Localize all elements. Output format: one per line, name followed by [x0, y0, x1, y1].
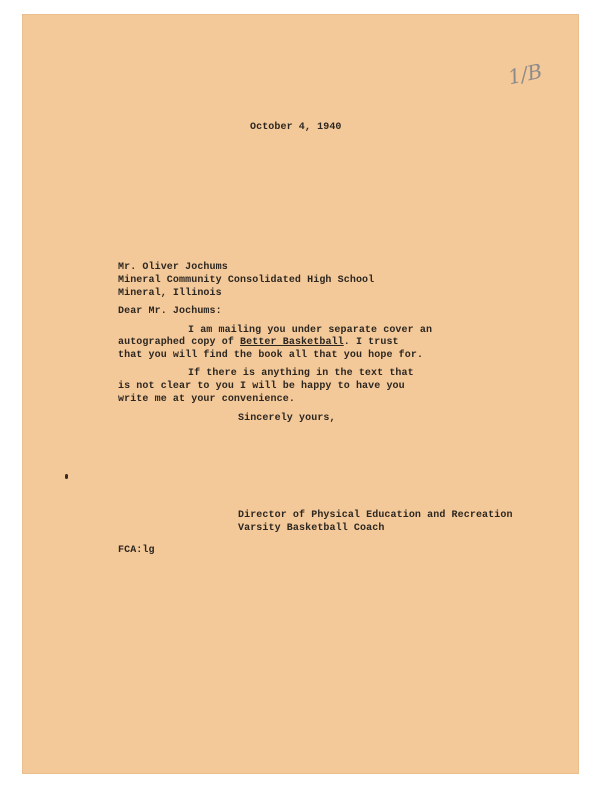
body-line: is not clear to you I will be happy to have you [118, 381, 405, 392]
signature-title-line2: Varsity Basketball Coach [238, 523, 385, 534]
letter-page [22, 14, 579, 774]
body-line: that you will find the book all that you hope for. [118, 350, 424, 361]
letter-date: October 4, 1940 [250, 122, 342, 133]
typist-initials: FCA:lg [118, 545, 155, 556]
body-line: write me at your convenience. [118, 394, 295, 405]
book-title: Better Basketball [240, 337, 344, 348]
body-text: autographed copy of [118, 337, 241, 348]
closing: Sincerely yours, [238, 413, 336, 424]
handwritten-annotation: 1/B [505, 58, 545, 90]
body-line [118, 337, 399, 349]
ink-speck [65, 474, 68, 479]
body-line: If there is anything in the text that [188, 368, 414, 379]
body-line: I am mailing you under separate cover an [188, 325, 433, 336]
body-text: . I trust [343, 337, 399, 348]
recipient-location: Mineral, Illinois [118, 288, 222, 299]
signature-title-line1: Director of Physical Education and Recreation [238, 510, 513, 521]
recipient-name: Mr. Oliver Jochums [118, 262, 228, 273]
salutation: Dear Mr. Jochums: [118, 306, 222, 317]
recipient-organization: Mineral Community Consolidated High School [118, 275, 375, 286]
